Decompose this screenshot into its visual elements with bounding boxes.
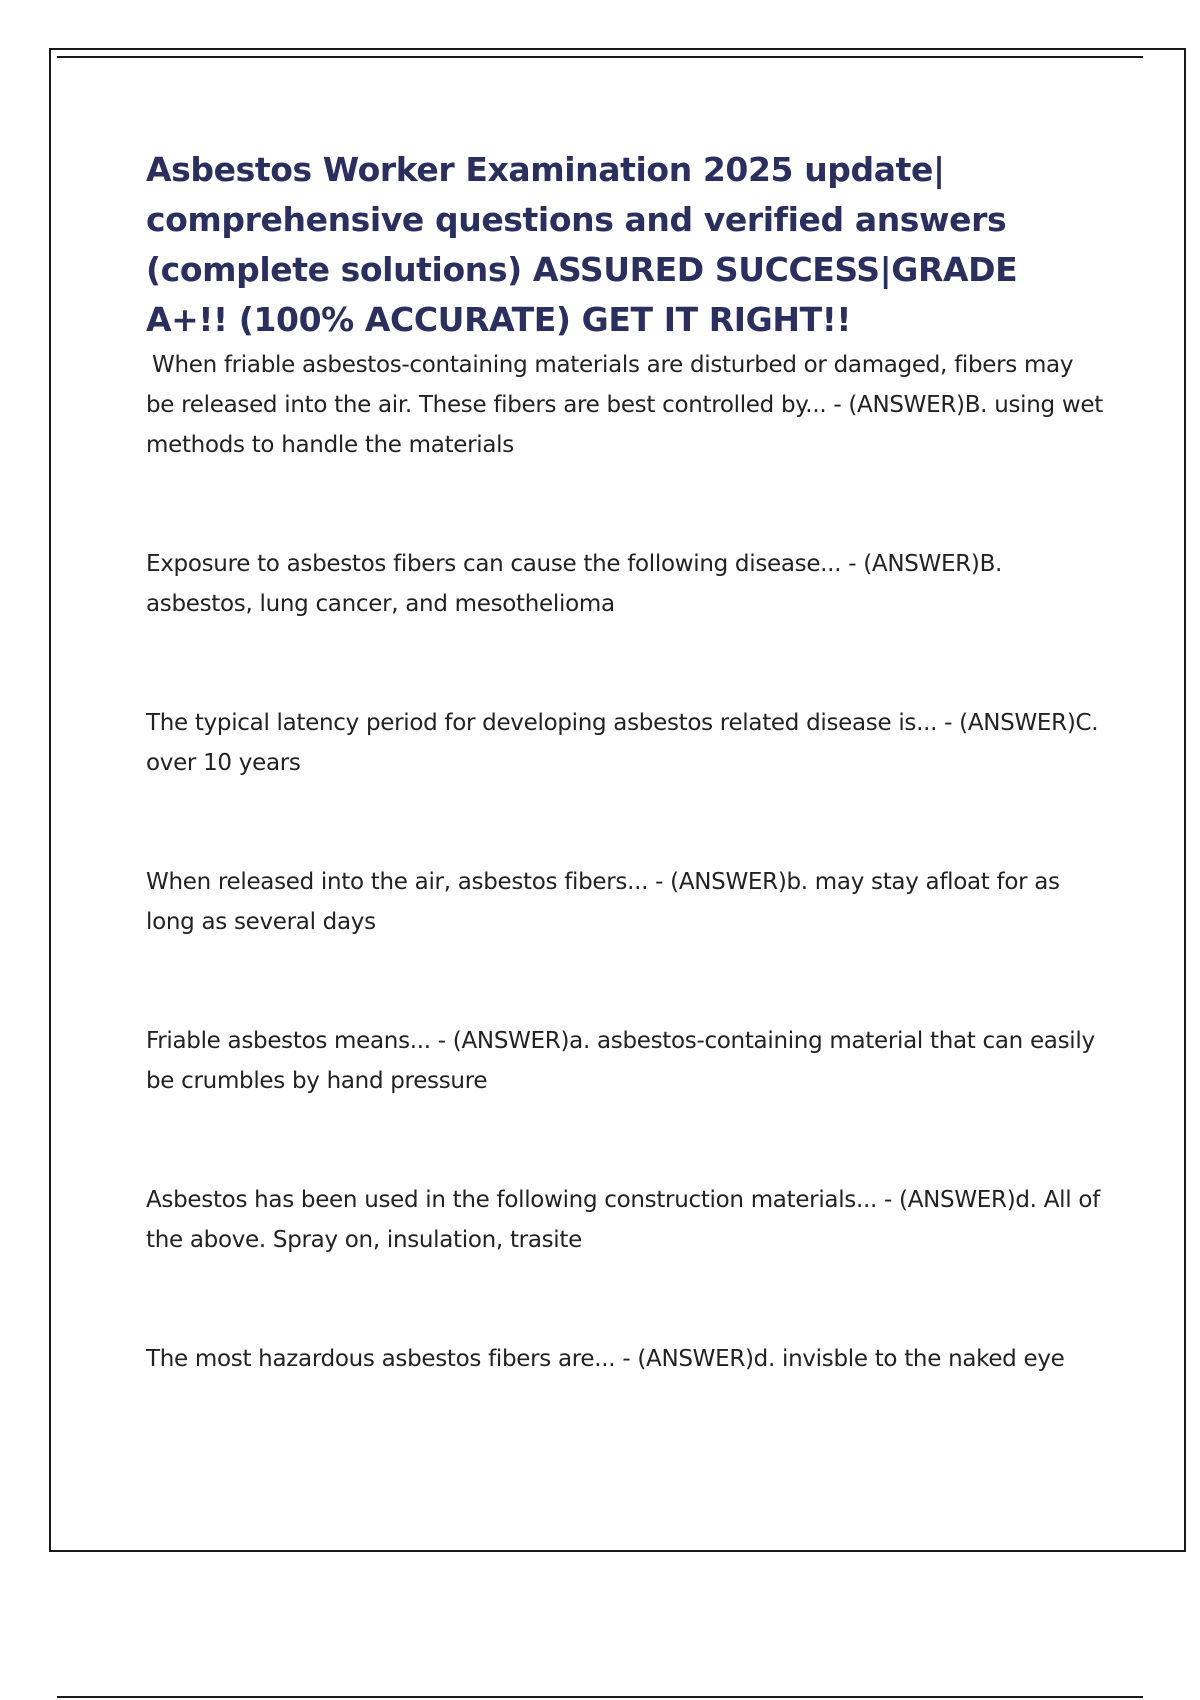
document-body: [146, 145, 1106, 1379]
qa-item: The most hazardous asbestos fibers are... - (ANSWER)d. invisble to the naked eye: [146, 1346, 1065, 1372]
qa-item: When friable asbestos-containing materials are disturbed or damaged, fibers may be released into the air. These fibers are best controlled by... - (ANSWER)B. using wet methods to handle the materials: [146, 352, 1103, 458]
qa-item: The typical latency period for developing asbestos related disease is... - (ANSWER)C. over 10 years: [146, 710, 1099, 776]
qa-item: Exposure to asbestos fibers can cause the following disease... - (ANSWER)B. asbestos, lung cancer, and mesothelioma: [146, 551, 1003, 617]
qa-item: When released into the air, asbestos fibers... - (ANSWER)b. may stay afloat for as long as several days: [146, 869, 1060, 935]
bottom-rule: [57, 1696, 1143, 1698]
top-rule: [57, 56, 1143, 58]
qa-item: Friable asbestos means... - (ANSWER)a. asbestos-containing material that can easily be crumbles by hand pressure: [146, 1028, 1095, 1094]
qa-list: [146, 345, 1106, 1379]
qa-item: Asbestos has been used in the following construction materials... - (ANSWER)d. All of the above. Spray on, insulation, trasite: [146, 1187, 1100, 1253]
document-title: Asbestos Worker Examination 2025 update| comprehensive questions and verified answers (complete solutions) ASSURED SUCCESS|GRADE A+!! (100% ACCURATE) GET IT RIGHT!!: [146, 150, 1018, 339]
